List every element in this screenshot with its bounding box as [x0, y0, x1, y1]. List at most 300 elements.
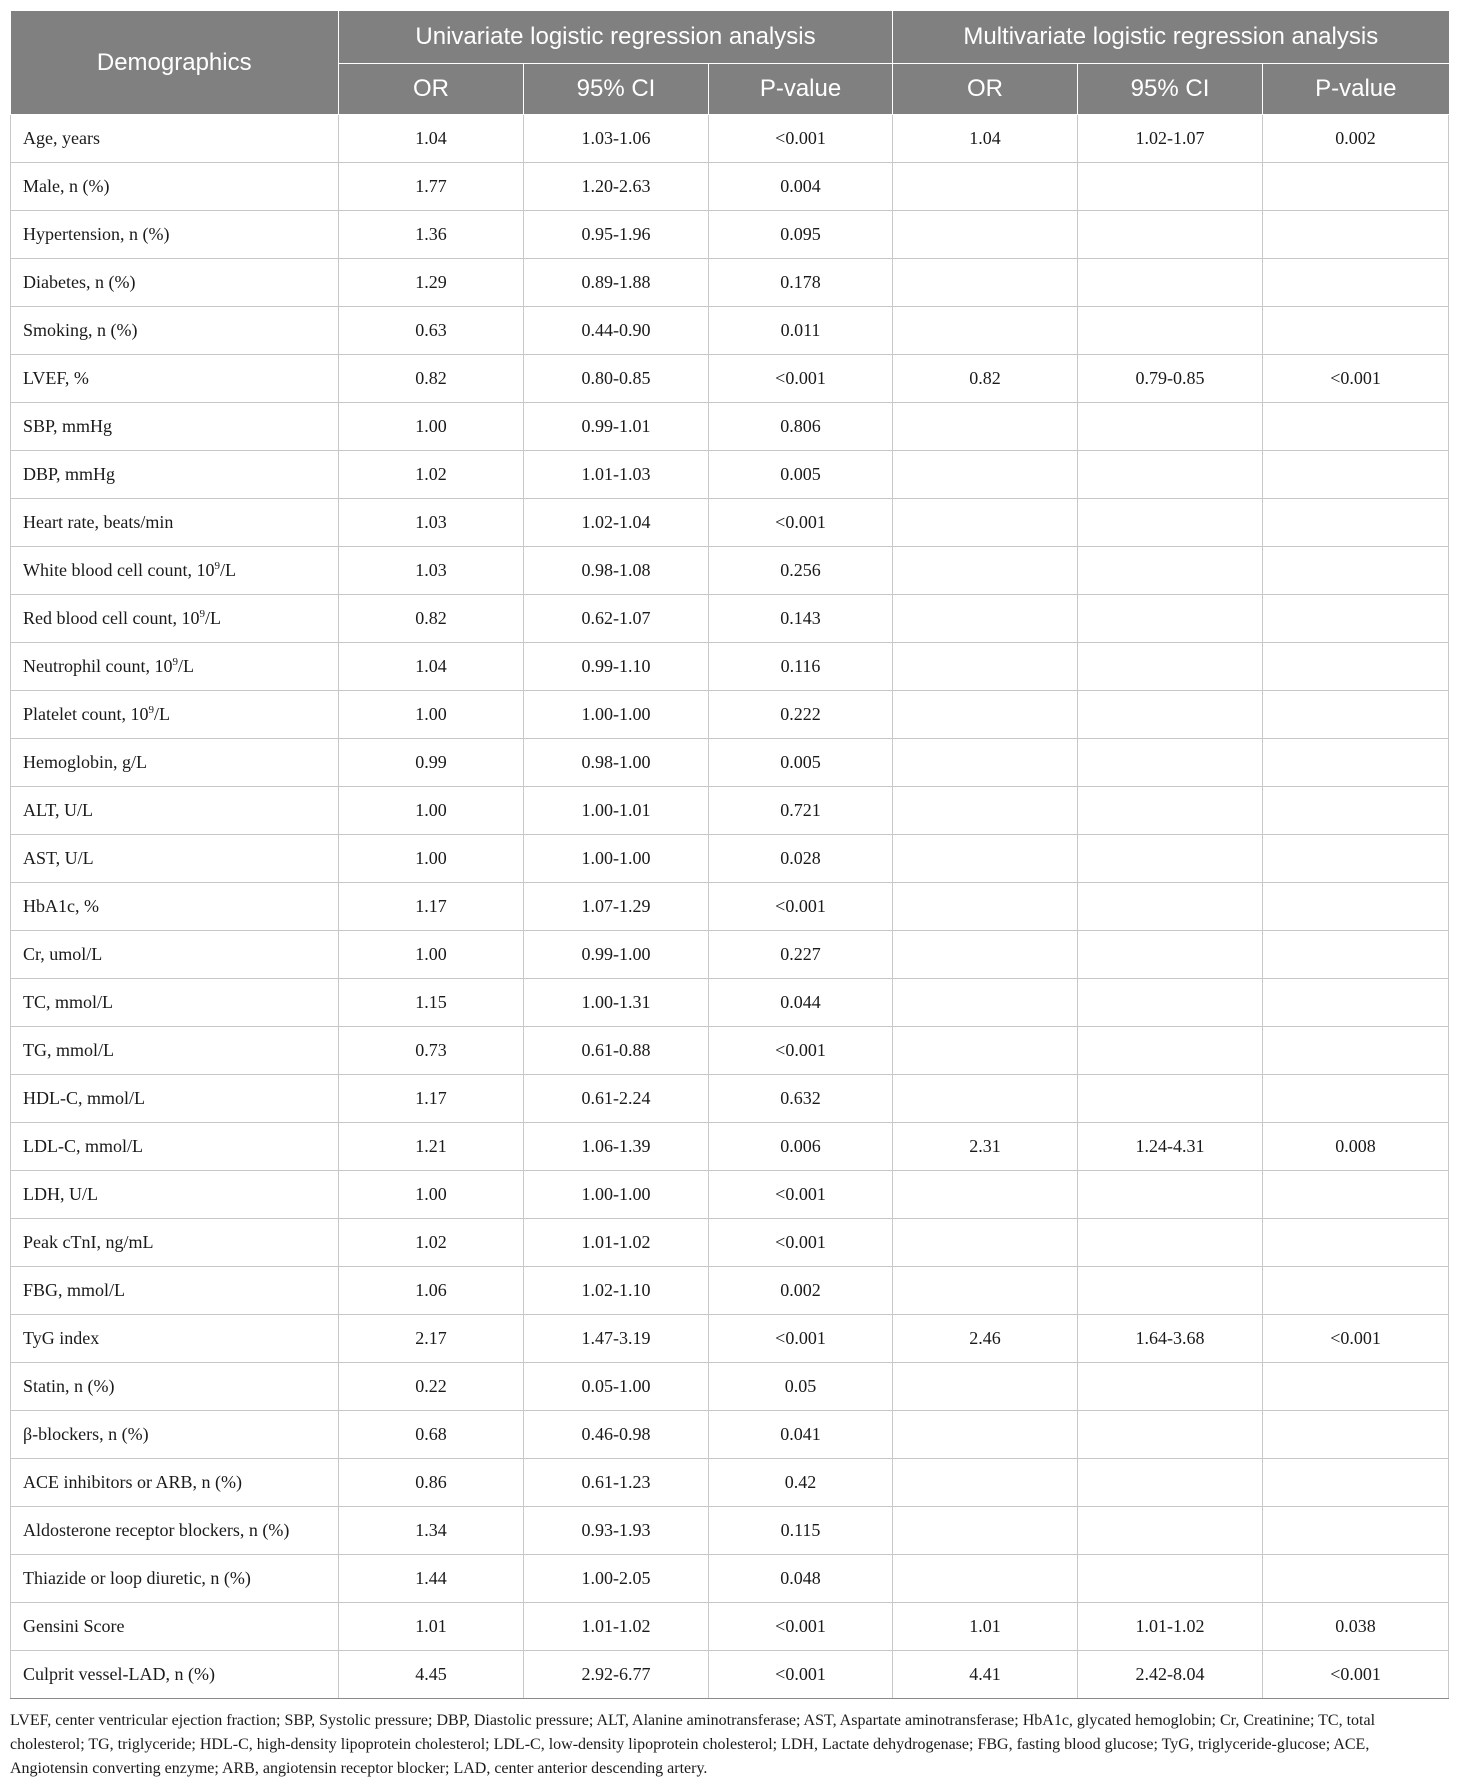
- row-label-unit: /L: [153, 704, 170, 724]
- regression-table: [10, 10, 1449, 1699]
- multivariate-ci-cell: [1078, 1363, 1263, 1411]
- univariate-p-cell: 0.048: [709, 1555, 893, 1603]
- univariate-p-cell: 0.005: [709, 739, 893, 787]
- univariate-p-cell: 0.632: [709, 1075, 893, 1123]
- multivariate-p-cell: 0.038: [1263, 1603, 1449, 1651]
- table-row: [11, 1219, 1449, 1267]
- univariate-p-cell: 0.806: [709, 403, 893, 451]
- univariate-or-cell: 0.99: [339, 739, 524, 787]
- header-row-groups: [11, 11, 1449, 64]
- univariate-ci-cell: 1.00-1.01: [524, 787, 709, 835]
- univariate-ci-cell: 1.00-1.00: [524, 691, 709, 739]
- multivariate-or-cell: [893, 931, 1078, 979]
- univariate-p-cell: <0.001: [709, 1315, 893, 1363]
- multivariate-p-cell: <0.001: [1263, 1651, 1449, 1699]
- row-label: [11, 691, 339, 739]
- univariate-ci-cell: 1.01-1.03: [524, 451, 709, 499]
- row-label-text: Smoking, n (%): [23, 320, 138, 340]
- multivariate-or-cell: [893, 595, 1078, 643]
- univariate-or-cell: 1.00: [339, 1171, 524, 1219]
- row-label: [11, 1219, 339, 1267]
- row-label: [11, 1267, 339, 1315]
- row-label-text: SBP, mmHg: [23, 416, 113, 436]
- univariate-p-cell: <0.001: [709, 355, 893, 403]
- multivariate-p-cell: [1263, 1363, 1449, 1411]
- row-label-unit: /L: [204, 608, 221, 628]
- univariate-p-cell: 0.002: [709, 1267, 893, 1315]
- univariate-p-cell: 0.42: [709, 1459, 893, 1507]
- row-label: [11, 547, 339, 595]
- univariate-ci-cell: 0.98-1.00: [524, 739, 709, 787]
- multivariate-or-cell: [893, 1363, 1078, 1411]
- univariate-or-cell: 0.68: [339, 1411, 524, 1459]
- multivariate-ci-cell: [1078, 691, 1263, 739]
- multivariate-or-cell: [893, 211, 1078, 259]
- univariate-ci-cell: 0.99-1.01: [524, 403, 709, 451]
- multivariate-p-cell: [1263, 883, 1449, 931]
- univariate-p-cell: 0.005: [709, 451, 893, 499]
- multivariate-or-cell: 4.41: [893, 1651, 1078, 1699]
- multivariate-ci-cell: [1078, 595, 1263, 643]
- table-row: [11, 211, 1449, 259]
- multivariate-p-cell: [1263, 931, 1449, 979]
- multivariate-p-cell: [1263, 451, 1449, 499]
- univariate-ci-cell: 1.20-2.63: [524, 163, 709, 211]
- row-label: [11, 1507, 339, 1555]
- multivariate-ci-cell: [1078, 547, 1263, 595]
- univariate-p-cell: 0.256: [709, 547, 893, 595]
- multivariate-p-cell: [1263, 1555, 1449, 1603]
- table-row: [11, 259, 1449, 307]
- univariate-p-cell: <0.001: [709, 1219, 893, 1267]
- multivariate-or-cell: [893, 1459, 1078, 1507]
- multivariate-ci-cell: 0.79-0.85: [1078, 355, 1263, 403]
- table-row: [11, 1315, 1449, 1363]
- univariate-ci-cell: 2.92-6.77: [524, 1651, 709, 1699]
- multivariate-or-cell: [893, 307, 1078, 355]
- row-label: [11, 1123, 339, 1171]
- row-label: [11, 163, 339, 211]
- row-label-text: Diabetes, n (%): [23, 272, 136, 292]
- row-label-text: β-blockers, n (%): [23, 1424, 149, 1444]
- univariate-ci-cell: 0.99-1.00: [524, 931, 709, 979]
- multivariate-ci-cell: [1078, 1411, 1263, 1459]
- row-label-text: HbA1c, %: [23, 896, 99, 916]
- table-row: [11, 403, 1449, 451]
- univariate-ci-cell: 1.00-1.00: [524, 835, 709, 883]
- table-row: [11, 1363, 1449, 1411]
- row-label-text: Cr, umol/L: [23, 944, 103, 964]
- table-row: [11, 1555, 1449, 1603]
- univariate-p-header: P-value: [709, 64, 893, 115]
- univariate-p-cell: <0.001: [709, 1651, 893, 1699]
- multivariate-p-cell: [1263, 499, 1449, 547]
- univariate-or-cell: 1.77: [339, 163, 524, 211]
- table-row: [11, 115, 1449, 163]
- multivariate-ci-cell: [1078, 403, 1263, 451]
- row-label: [11, 115, 339, 163]
- univariate-p-cell: <0.001: [709, 883, 893, 931]
- multivariate-p-cell: <0.001: [1263, 1315, 1449, 1363]
- multivariate-ci-cell: [1078, 643, 1263, 691]
- univariate-or-header: OR: [339, 64, 524, 115]
- row-label: [11, 1555, 339, 1603]
- table-header: [11, 11, 1449, 115]
- row-label: [11, 1459, 339, 1507]
- row-label: [11, 1603, 339, 1651]
- table-row: [11, 835, 1449, 883]
- row-label-text: DBP, mmHg: [23, 464, 116, 484]
- univariate-ci-cell: 1.47-3.19: [524, 1315, 709, 1363]
- multivariate-ci-cell: [1078, 451, 1263, 499]
- univariate-p-cell: 0.006: [709, 1123, 893, 1171]
- univariate-ci-cell: 0.80-0.85: [524, 355, 709, 403]
- univariate-p-cell: <0.001: [709, 1171, 893, 1219]
- table-row: [11, 787, 1449, 835]
- univariate-or-cell: 1.04: [339, 115, 524, 163]
- row-label: [11, 1363, 339, 1411]
- multivariate-p-cell: [1263, 1171, 1449, 1219]
- row-label-text: Red blood cell count, 10: [23, 608, 200, 628]
- multivariate-or-cell: 2.31: [893, 1123, 1078, 1171]
- multivariate-or-header: OR: [893, 64, 1078, 115]
- univariate-ci-cell: 0.62-1.07: [524, 595, 709, 643]
- univariate-ci-cell: 0.99-1.10: [524, 643, 709, 691]
- univariate-ci-cell: 1.06-1.39: [524, 1123, 709, 1171]
- table-row: [11, 1027, 1449, 1075]
- multivariate-or-cell: [893, 1555, 1078, 1603]
- univariate-or-cell: 1.17: [339, 1075, 524, 1123]
- univariate-p-cell: <0.001: [709, 1603, 893, 1651]
- multivariate-ci-cell: 1.01-1.02: [1078, 1603, 1263, 1651]
- table-row: [11, 931, 1449, 979]
- multivariate-ci-cell: [1078, 931, 1263, 979]
- univariate-p-cell: 0.004: [709, 163, 893, 211]
- table-row: [11, 499, 1449, 547]
- table-row: [11, 307, 1449, 355]
- row-label-text: Statin, n (%): [23, 1376, 115, 1396]
- univariate-p-cell: 0.011: [709, 307, 893, 355]
- univariate-or-cell: 1.15: [339, 979, 524, 1027]
- row-label-text: FBG, mmol/L: [23, 1280, 126, 1300]
- univariate-ci-cell: 0.95-1.96: [524, 211, 709, 259]
- multivariate-or-cell: [893, 643, 1078, 691]
- table-row: [11, 163, 1449, 211]
- univariate-p-cell: <0.001: [709, 499, 893, 547]
- row-label-text: LVEF, %: [23, 368, 89, 388]
- multivariate-p-cell: [1263, 1411, 1449, 1459]
- univariate-p-cell: 0.028: [709, 835, 893, 883]
- multivariate-or-cell: 0.82: [893, 355, 1078, 403]
- univariate-ci-cell: 1.01-1.02: [524, 1603, 709, 1651]
- univariate-ci-cell: 0.61-0.88: [524, 1027, 709, 1075]
- univariate-p-cell: 0.041: [709, 1411, 893, 1459]
- table-row: [11, 1075, 1449, 1123]
- row-label: [11, 643, 339, 691]
- row-label: [11, 1075, 339, 1123]
- univariate-ci-header: 95% CI: [524, 64, 709, 115]
- multivariate-ci-cell: [1078, 1555, 1263, 1603]
- univariate-p-cell: <0.001: [709, 115, 893, 163]
- multivariate-or-cell: [893, 163, 1078, 211]
- demographics-header: Demographics: [11, 11, 339, 115]
- multivariate-p-cell: [1263, 1459, 1449, 1507]
- multivariate-or-cell: [893, 787, 1078, 835]
- multivariate-or-cell: [893, 499, 1078, 547]
- univariate-or-cell: 0.63: [339, 307, 524, 355]
- multivariate-ci-cell: [1078, 1507, 1263, 1555]
- univariate-ci-cell: 1.00-2.05: [524, 1555, 709, 1603]
- multivariate-p-cell: [1263, 547, 1449, 595]
- univariate-ci-cell: 0.44-0.90: [524, 307, 709, 355]
- univariate-ci-cell: 1.00-1.00: [524, 1171, 709, 1219]
- row-label: [11, 307, 339, 355]
- multivariate-p-cell: [1263, 1219, 1449, 1267]
- univariate-or-cell: 1.21: [339, 1123, 524, 1171]
- univariate-ci-cell: 1.02-1.04: [524, 499, 709, 547]
- table-row: [11, 1123, 1449, 1171]
- table-row: [11, 595, 1449, 643]
- univariate-p-cell: <0.001: [709, 1027, 893, 1075]
- table-body: [11, 115, 1449, 1699]
- row-label-text: ALT, U/L: [23, 800, 93, 820]
- univariate-ci-cell: 0.61-1.23: [524, 1459, 709, 1507]
- table-row: [11, 1411, 1449, 1459]
- row-label-text: TC, mmol/L: [23, 992, 113, 1012]
- row-label-exponent: 9: [172, 656, 178, 668]
- multivariate-p-cell: [1263, 595, 1449, 643]
- table-container: [10, 10, 1448, 1781]
- multivariate-or-cell: [893, 739, 1078, 787]
- row-label: [11, 979, 339, 1027]
- multivariate-p-cell: <0.001: [1263, 355, 1449, 403]
- multivariate-ci-cell: [1078, 1459, 1263, 1507]
- multivariate-p-cell: [1263, 211, 1449, 259]
- table-row: [11, 1267, 1449, 1315]
- univariate-or-cell: 2.17: [339, 1315, 524, 1363]
- univariate-or-cell: 0.22: [339, 1363, 524, 1411]
- multivariate-or-cell: [893, 259, 1078, 307]
- univariate-or-cell: 1.00: [339, 403, 524, 451]
- row-label: [11, 787, 339, 835]
- univariate-p-cell: 0.116: [709, 643, 893, 691]
- row-label-exponent: 9: [214, 560, 220, 572]
- table-row: [11, 1603, 1449, 1651]
- multivariate-ci-cell: [1078, 1075, 1263, 1123]
- univariate-or-cell: 0.82: [339, 595, 524, 643]
- multivariate-p-cell: [1263, 979, 1449, 1027]
- multivariate-p-cell: 0.008: [1263, 1123, 1449, 1171]
- row-label: [11, 1651, 339, 1699]
- row-label-text: Thiazide or loop diuretic, n (%): [23, 1568, 251, 1588]
- row-label-text: Hypertension, n (%): [23, 224, 170, 244]
- row-label: [11, 355, 339, 403]
- multivariate-ci-cell: [1078, 835, 1263, 883]
- univariate-or-cell: 1.00: [339, 931, 524, 979]
- univariate-p-cell: 0.044: [709, 979, 893, 1027]
- multivariate-ci-cell: 1.64-3.68: [1078, 1315, 1263, 1363]
- table-row: [11, 691, 1449, 739]
- univariate-or-cell: 4.45: [339, 1651, 524, 1699]
- row-label: [11, 259, 339, 307]
- univariate-or-cell: 1.36: [339, 211, 524, 259]
- multivariate-ci-cell: 1.24-4.31: [1078, 1123, 1263, 1171]
- univariate-or-cell: 1.03: [339, 547, 524, 595]
- row-label: [11, 595, 339, 643]
- multivariate-p-cell: [1263, 1027, 1449, 1075]
- multivariate-or-cell: 2.46: [893, 1315, 1078, 1363]
- row-label: [11, 883, 339, 931]
- univariate-ci-cell: 1.01-1.02: [524, 1219, 709, 1267]
- univariate-ci-cell: 1.07-1.29: [524, 883, 709, 931]
- multivariate-or-cell: [893, 547, 1078, 595]
- univariate-or-cell: 1.00: [339, 787, 524, 835]
- multivariate-p-cell: [1263, 691, 1449, 739]
- univariate-or-cell: 1.02: [339, 451, 524, 499]
- table-row: [11, 979, 1449, 1027]
- multivariate-p-cell: [1263, 1075, 1449, 1123]
- univariate-p-cell: 0.05: [709, 1363, 893, 1411]
- multivariate-ci-cell: [1078, 163, 1263, 211]
- multivariate-or-cell: [893, 1027, 1078, 1075]
- univariate-ci-cell: 0.93-1.93: [524, 1507, 709, 1555]
- row-label-text: LDH, U/L: [23, 1184, 98, 1204]
- univariate-or-cell: 1.04: [339, 643, 524, 691]
- multivariate-ci-header: 95% CI: [1078, 64, 1263, 115]
- univariate-ci-cell: 0.61-2.24: [524, 1075, 709, 1123]
- univariate-ci-cell: 1.00-1.31: [524, 979, 709, 1027]
- multivariate-or-cell: 1.04: [893, 115, 1078, 163]
- multivariate-p-cell: [1263, 739, 1449, 787]
- row-label: [11, 1411, 339, 1459]
- row-label-text: TyG index: [23, 1328, 100, 1348]
- row-label-text: AST, U/L: [23, 848, 94, 868]
- row-label-text: Heart rate, beats/min: [23, 512, 174, 532]
- row-label-text: White blood cell count, 10: [23, 560, 215, 580]
- multivariate-ci-cell: 2.42-8.04: [1078, 1651, 1263, 1699]
- row-label-exponent: 9: [148, 704, 154, 716]
- row-label-unit: /L: [177, 656, 194, 676]
- row-label-text: Neutrophil count, 10: [23, 656, 173, 676]
- table-row: [11, 355, 1449, 403]
- multivariate-p-cell: 0.002: [1263, 115, 1449, 163]
- multivariate-or-cell: [893, 1171, 1078, 1219]
- multivariate-or-cell: [893, 1507, 1078, 1555]
- univariate-p-cell: 0.222: [709, 691, 893, 739]
- row-label-text: Aldosterone receptor blockers, n (%): [23, 1520, 290, 1540]
- table-row: [11, 1459, 1449, 1507]
- multivariate-or-cell: [893, 451, 1078, 499]
- univariate-p-cell: 0.227: [709, 931, 893, 979]
- multivariate-ci-cell: [1078, 1267, 1263, 1315]
- multivariate-p-cell: [1263, 259, 1449, 307]
- multivariate-p-cell: [1263, 1507, 1449, 1555]
- univariate-p-cell: 0.721: [709, 787, 893, 835]
- multivariate-ci-cell: [1078, 979, 1263, 1027]
- multivariate-p-cell: [1263, 835, 1449, 883]
- row-label-text: ACE inhibitors or ARB, n (%): [23, 1472, 242, 1492]
- multivariate-ci-cell: 1.02-1.07: [1078, 115, 1263, 163]
- univariate-p-cell: 0.143: [709, 595, 893, 643]
- table-row: [11, 1507, 1449, 1555]
- univariate-p-cell: 0.115: [709, 1507, 893, 1555]
- univariate-or-cell: 1.00: [339, 835, 524, 883]
- multivariate-ci-cell: [1078, 787, 1263, 835]
- table-row: [11, 1171, 1449, 1219]
- multivariate-or-cell: [893, 691, 1078, 739]
- univariate-ci-cell: 0.98-1.08: [524, 547, 709, 595]
- multivariate-or-cell: [893, 1411, 1078, 1459]
- row-label-text: TG, mmol/L: [23, 1040, 114, 1060]
- multivariate-ci-cell: [1078, 259, 1263, 307]
- row-label-text: Peak cTnI, ng/mL: [23, 1232, 154, 1252]
- univariate-or-cell: 1.44: [339, 1555, 524, 1603]
- row-label: [11, 451, 339, 499]
- row-label: [11, 211, 339, 259]
- multivariate-p-cell: [1263, 307, 1449, 355]
- univariate-or-cell: 1.17: [339, 883, 524, 931]
- multivariate-or-cell: [893, 1075, 1078, 1123]
- multivariate-p-cell: [1263, 787, 1449, 835]
- multivariate-ci-cell: [1078, 1171, 1263, 1219]
- univariate-or-cell: 0.82: [339, 355, 524, 403]
- multivariate-or-cell: 1.01: [893, 1603, 1078, 1651]
- row-label: [11, 931, 339, 979]
- multivariate-p-cell: [1263, 1267, 1449, 1315]
- row-label-text: HDL-C, mmol/L: [23, 1088, 145, 1108]
- table-row: [11, 1651, 1449, 1699]
- multivariate-ci-cell: [1078, 739, 1263, 787]
- univariate-or-cell: 1.29: [339, 259, 524, 307]
- row-label-text: Gensini Score: [23, 1616, 125, 1636]
- multivariate-ci-cell: [1078, 1219, 1263, 1267]
- multivariate-p-cell: [1263, 163, 1449, 211]
- row-label: [11, 1171, 339, 1219]
- univariate-p-cell: 0.178: [709, 259, 893, 307]
- univariate-ci-cell: 1.02-1.10: [524, 1267, 709, 1315]
- multivariate-ci-cell: [1078, 307, 1263, 355]
- univariate-or-cell: 1.06: [339, 1267, 524, 1315]
- multivariate-ci-cell: [1078, 499, 1263, 547]
- row-label-exponent: 9: [199, 608, 205, 620]
- row-label-text: Culprit vessel-LAD, n (%): [23, 1664, 215, 1684]
- table-row: [11, 451, 1449, 499]
- table-row: [11, 643, 1449, 691]
- row-label: [11, 835, 339, 883]
- univariate-or-cell: 0.86: [339, 1459, 524, 1507]
- multivariate-ci-cell: [1078, 211, 1263, 259]
- multivariate-or-cell: [893, 883, 1078, 931]
- univariate-ci-cell: 0.05-1.00: [524, 1363, 709, 1411]
- multivariate-or-cell: [893, 1267, 1078, 1315]
- row-label-unit: /L: [219, 560, 236, 580]
- table-row: [11, 739, 1449, 787]
- univariate-ci-cell: 0.46-0.98: [524, 1411, 709, 1459]
- table-row: [11, 883, 1449, 931]
- univariate-ci-cell: 1.03-1.06: [524, 115, 709, 163]
- univariate-or-cell: 1.00: [339, 691, 524, 739]
- multivariate-p-cell: [1263, 403, 1449, 451]
- row-label-text: Age, years: [23, 128, 100, 148]
- row-label-text: Male, n (%): [23, 176, 110, 196]
- row-label: [11, 1315, 339, 1363]
- row-label: [11, 403, 339, 451]
- multivariate-or-cell: [893, 979, 1078, 1027]
- row-label: [11, 499, 339, 547]
- row-label: [11, 1027, 339, 1075]
- multivariate-or-cell: [893, 835, 1078, 883]
- multivariate-p-header: P-value: [1263, 64, 1449, 115]
